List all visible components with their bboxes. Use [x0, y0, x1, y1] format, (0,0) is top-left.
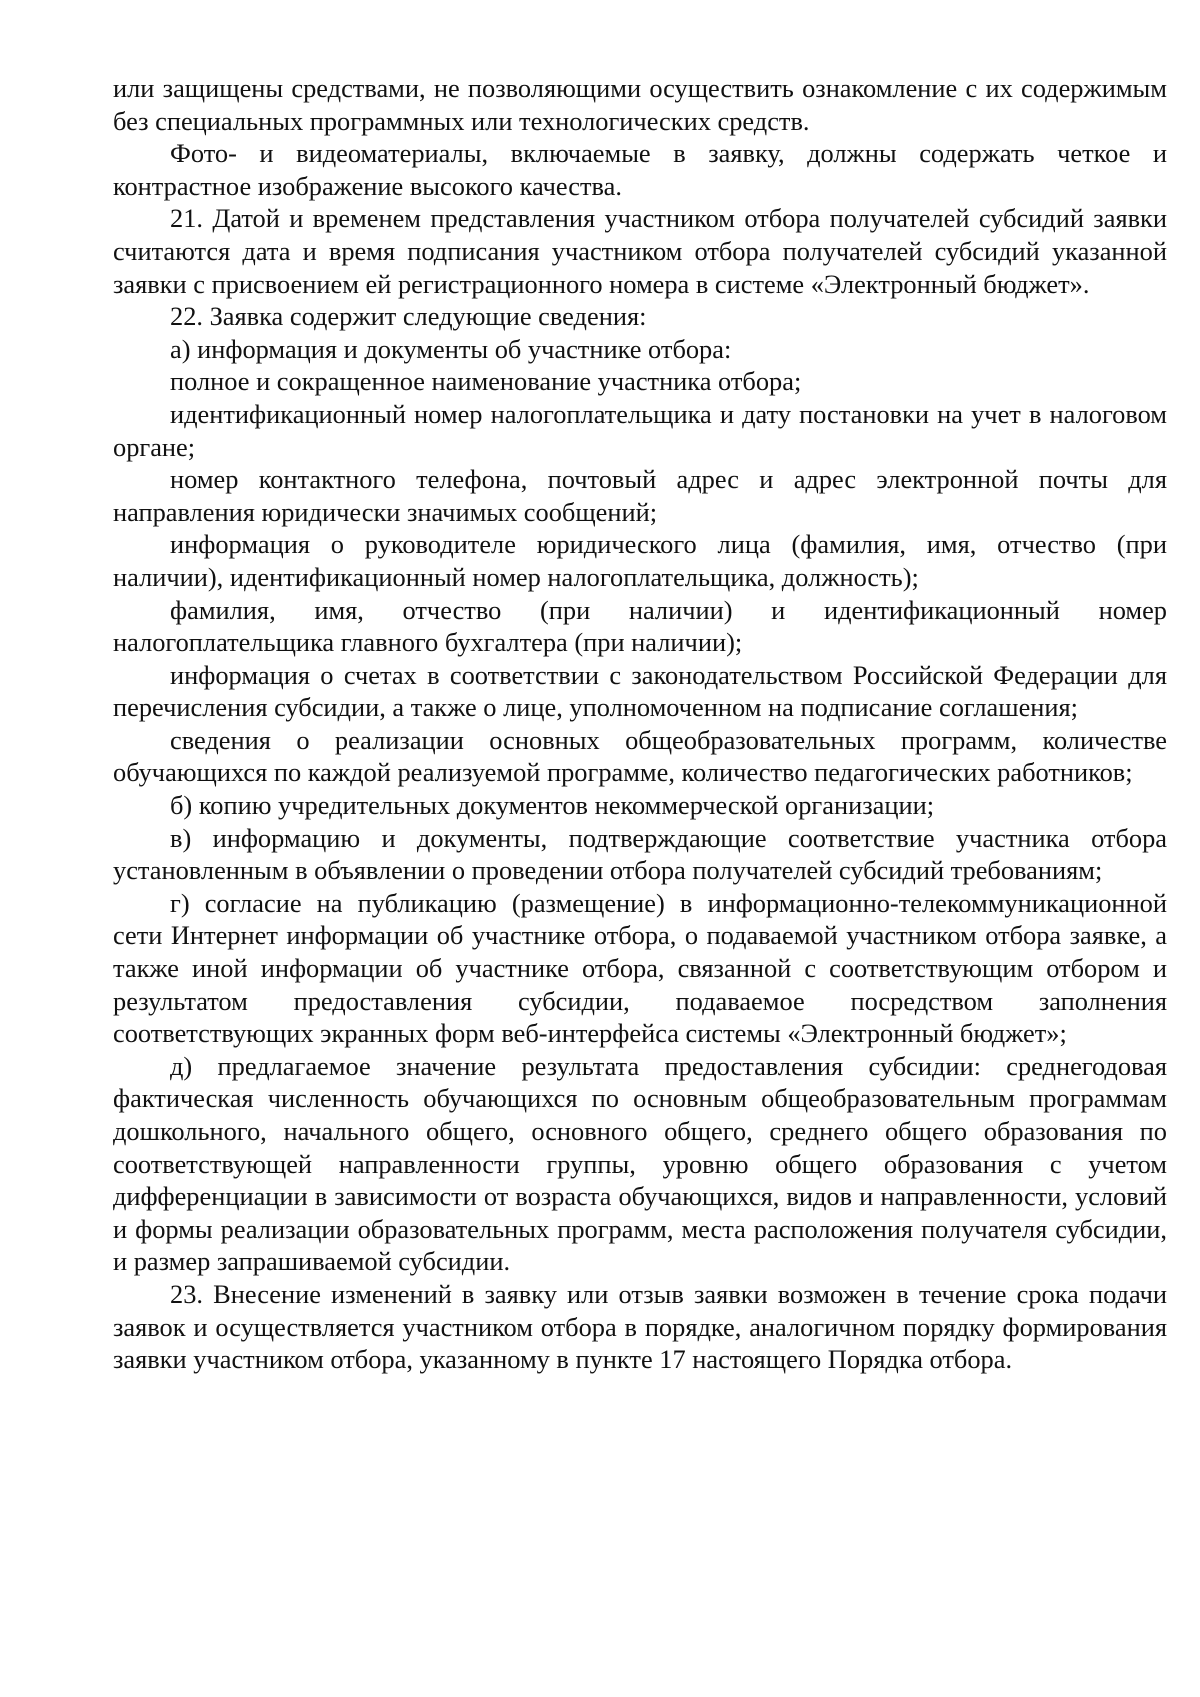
paragraph-22: 22. Заявка содержит следующие сведения: — [170, 301, 647, 332]
paragraph-22-a-inn: идентификационный номер налогоплательщика и дату постановки на учет в налоговом органе; — [113, 398, 1167, 462]
paragraph-22-v: в) информацию и документы, подтверждающие соответствие участника отбора установленным в объявлении о проведении отбора получателей субсидий требованиям; — [113, 822, 1167, 886]
paragraph-media-requirements: Фото- и видеоматериалы, включаемые в заявку, должны содержать четкое и контрастное изображение высокого качества. — [113, 138, 1167, 201]
paragraph-22-a-director: информация о руководителе юридического лица (фамилия, имя, отчество (при наличии), идентификационный номер налогоплательщика, должность); — [113, 529, 1167, 592]
paragraph-22-d: д) предлагаемое значение результата предоставления субсидии: среднегодовая фактическая численность обучающихся по основным общеобразовательным программам дошкольного, начального общего, основного общего, среднего общего образования по соответствующей направленности группы, уровню общего образования с учетом дифференциации в зависимости от возраста обучающихся, видов и направленности, условий и формы реализации образовательных программ, места расположения получателя субсидии, и размер запрашиваемой субсидии. — [113, 1050, 1167, 1277]
paragraph-22-a: а) информация и документы об участнике отбора: — [170, 333, 732, 364]
paragraph-22-a-name: полное и сокращенное наименование участника отбора; — [170, 366, 802, 397]
paragraph-23: 23. Внесение изменений в заявку или отзыв заявки возможен в течение срока подачи заявок и осуществляется участником отбора в порядке, аналогичном порядку формирования заявки участником отбора, указанному в пункте 17 настоящего Порядка отбора. — [113, 1278, 1167, 1375]
paragraph-continuation: или защищены средствами, не позволяющими осуществить ознакомление с их содержимым без специальных программных или технологических средств. — [113, 73, 1167, 136]
paragraph-22-a-accounts: информация о счетах в соответствии с законодательством Российской Федерации для перечисления субсидии, а также о лице, уполномоченном на подписание соглашения; — [113, 659, 1167, 723]
document-page — [113, 72, 1167, 1376]
paragraph-22-b: б) копию учредительных документов некоммерческой организации; — [170, 790, 935, 821]
paragraph-21: 21. Датой и временем представления участником отбора получателей субсидий заявки считаются дата и время подписания участником отбора получателей субсидий указанной заявки с присвоением ей регистрационного номера в системе «Электронный бюджет». — [113, 203, 1167, 299]
paragraph-22-a-contacts: номер контактного телефона, почтовый адрес и адрес электронной почты для направления юридически значимых сообщений; — [113, 464, 1167, 527]
paragraph-22-a-programs: сведения о реализации основных общеобразовательных программ, количестве обучающихся по каждой реализуемой программе, количество педагогических работников; — [113, 724, 1167, 788]
paragraph-22-g: г) согласие на публикацию (размещение) в информационно-телекоммуникационной сети Интернет информации об участнике отбора, о подаваемой участником отбора заявке, а также иной информации об участнике отбора, связанной с соответствующим отбором и результатом предоставления субсидии, подаваемое посредством заполнения соответствующих экранных форм веб-интерфейса системы «Электронный бюджет»; — [113, 887, 1167, 1049]
paragraph-22-a-accountant: фамилия, имя, отчество (при наличии) и идентификационный номер налогоплательщика главного бухгалтера (при наличии); — [113, 594, 1167, 658]
